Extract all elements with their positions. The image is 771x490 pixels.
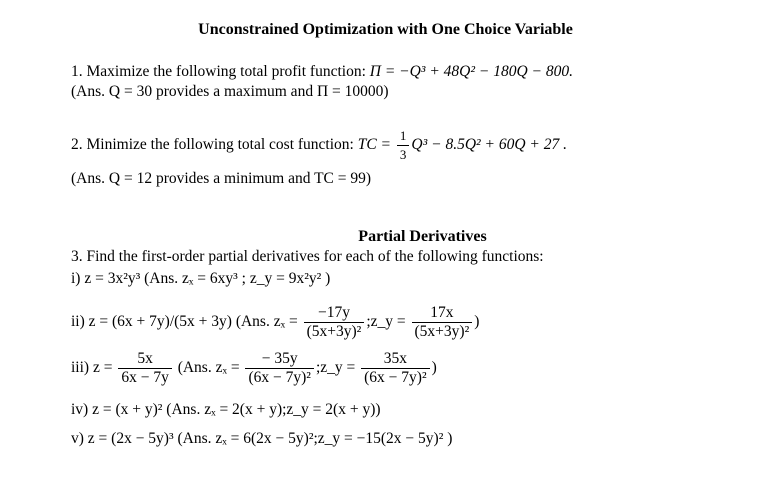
- item-ii-tail: ): [474, 313, 480, 331]
- item-iii-tail: ): [431, 359, 437, 377]
- fraction-numerator: 1: [397, 127, 410, 146]
- fraction-denominator: (6x − 7y)²: [364, 369, 427, 386]
- item-iii-mid: ;z_y =: [315, 359, 356, 377]
- problem-2: [71, 127, 567, 164]
- item-ii-mid: ;z_y =: [366, 313, 406, 331]
- item-iii: [71, 350, 437, 387]
- item-iii-fraction-1: [245, 350, 313, 387]
- one-third-fraction: [397, 127, 410, 164]
- problem-2-text: 2. Minimize the following total cost function:: [71, 136, 358, 154]
- fraction-denominator: 6x − 7y: [121, 369, 169, 386]
- item-iv: iv) z = (x + y)² (Ans. zₓ = 2(x + y);z_y = 2(x + y)): [71, 401, 381, 418]
- fraction-numerator: −17y: [304, 304, 365, 323]
- page-title: Unconstrained Optimization with One Choice Variable: [198, 21, 573, 38]
- fraction-denominator: 3: [399, 147, 407, 162]
- section-heading: Partial Derivatives: [358, 228, 487, 245]
- fraction-numerator: − 35y: [245, 350, 313, 369]
- cost-function: Q³ − 8.5Q² + 60Q + 27 .: [411, 136, 568, 154]
- item-ii-fraction-1: [304, 304, 365, 341]
- item-v: v) z = (2x − 5y)³ (Ans. zₓ = 6(2x − 5y)²;z_y = −15(2x − 5y)² ): [71, 430, 453, 447]
- item-iii-fraction-2: [361, 350, 429, 387]
- fraction-denominator: (5x+3y)²: [306, 323, 362, 340]
- profit-function: Π = −Q³ + 48Q² − 180Q − 800.: [369, 63, 573, 80]
- item-ii-fraction-2: [412, 304, 473, 341]
- cost-lhs: TC =: [357, 136, 392, 154]
- item-iii-function-fraction: [118, 350, 172, 387]
- problem-1-text: 1. Maximize the following total profit function:: [71, 63, 370, 80]
- item-iii-answer: (Ans. zₓ =: [177, 359, 240, 377]
- fraction-denominator: (5x+3y)²: [414, 323, 470, 340]
- problem-1-answer: (Ans. Q = 30 provides a maximum and Π = 10000): [71, 83, 389, 100]
- fraction-numerator: 5x: [118, 350, 172, 369]
- item-i: i) z = 3x²y³ (Ans. zₓ = 6xy³ ; z_y = 9x²y² ): [71, 270, 331, 287]
- problem-1: [71, 63, 573, 81]
- fraction-denominator: (6x − 7y)²: [248, 369, 311, 386]
- item-ii: [71, 304, 479, 341]
- fraction-numerator: 35x: [361, 350, 429, 369]
- fraction-numerator: 17x: [412, 304, 473, 323]
- item-ii-lead: ii) z = (6x + 7y)/(5x + 3y) (Ans. zₓ =: [71, 313, 298, 331]
- problem-3-intro: 3. Find the first-order partial derivatives for each of the following functions:: [71, 248, 544, 265]
- item-iii-lead: iii) z =: [71, 359, 113, 377]
- problem-2-answer: (Ans. Q = 12 provides a minimum and TC = 99): [71, 170, 372, 187]
